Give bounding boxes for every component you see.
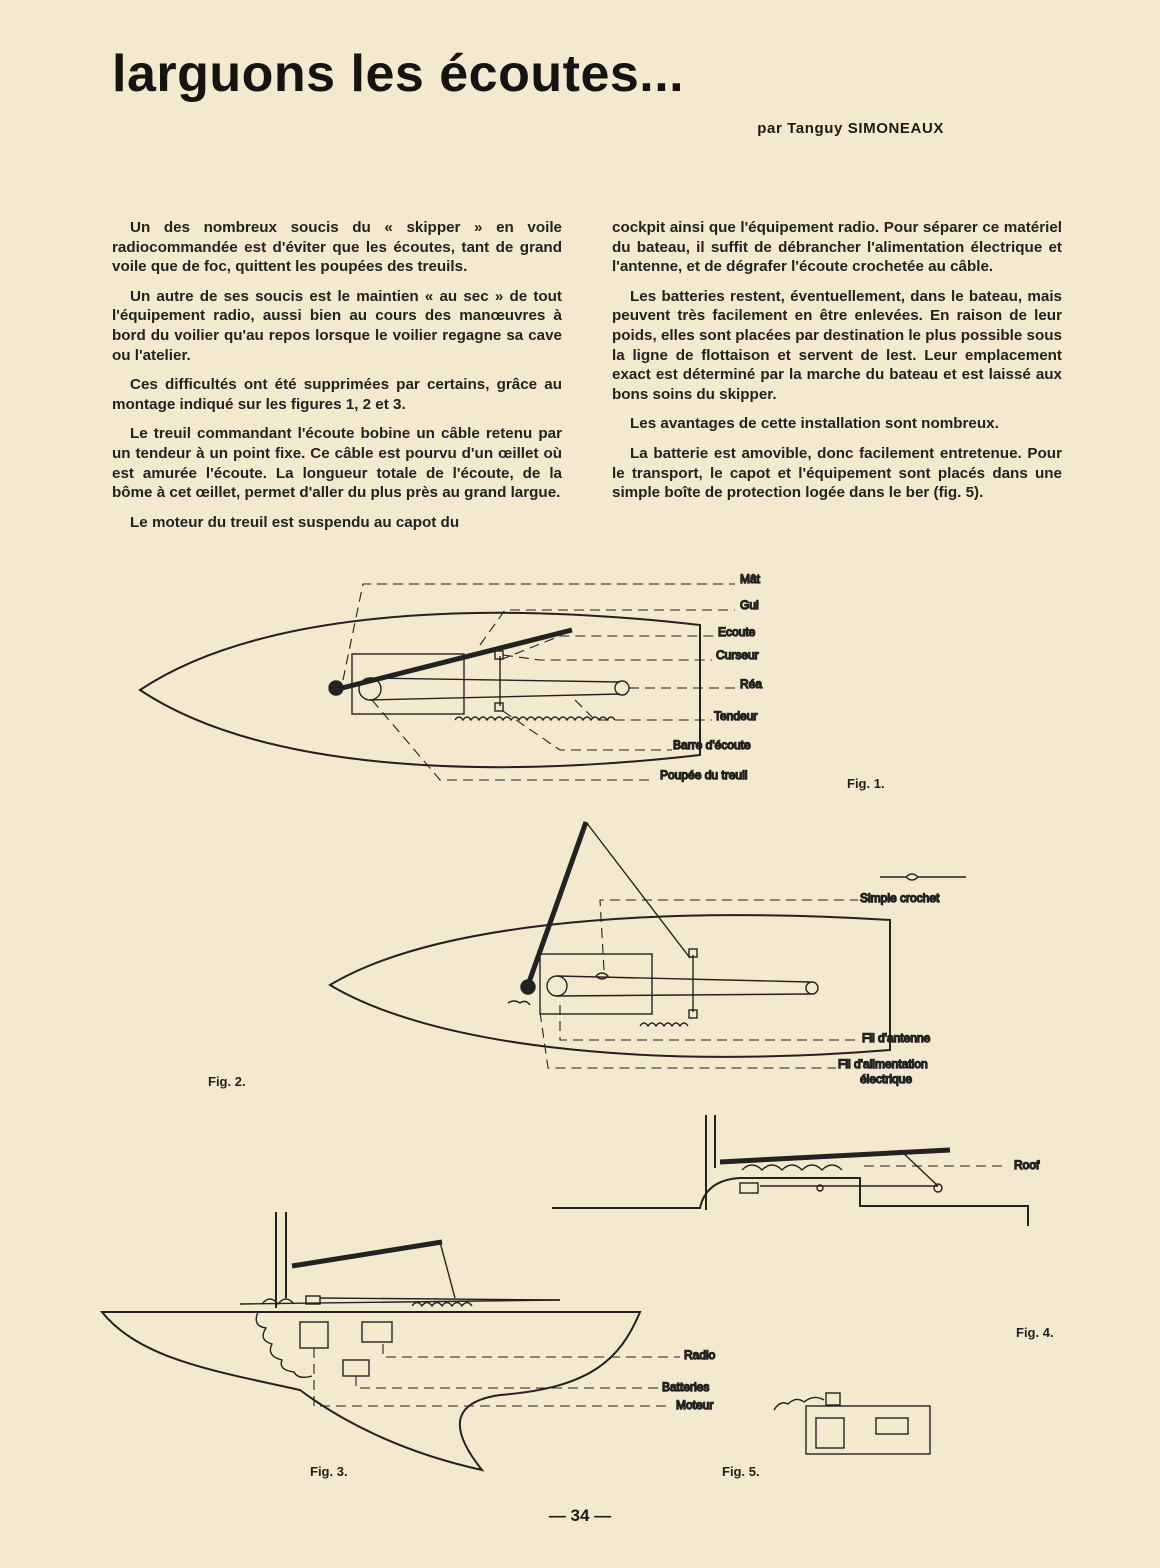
fig3-label-moteur: Moteur (676, 1398, 714, 1412)
paragraph: cockpit ainsi que l'équipement radio. Pour séparer ce matériel du bateau, il suffit de débrancher l'alimentation électrique et l'antenne, et de dégrafer l'écoute crochetée au câble. (612, 219, 1062, 276)
fig1-label-curseur: Curseur (716, 648, 759, 662)
fig4-caption: Fig. 4. (1016, 1325, 1054, 1340)
paragraph: Le treuil commandant l'écoute bobine un câble retenu par un tendeur à un point fixe. Ce câble est pourvu d'un œillet où est amurée l'écoute. La longueur totale de l'écoute, de la bôme à cet œillet, permet d'aller du plus près au grand largue. (112, 425, 562, 502)
fig3-label-radio: Radio (684, 1348, 716, 1362)
fig5-winch (826, 1393, 840, 1405)
fig4-diagram (552, 1115, 1054, 1340)
fig5-motor (816, 1418, 844, 1448)
fig4-winch (740, 1183, 758, 1193)
fig1-label-poupee: Poupée du treuil (660, 768, 748, 782)
fig3-leader (356, 1376, 660, 1388)
fig2-diagram (208, 822, 966, 1089)
fig2-pulley (806, 982, 818, 994)
fig5-caption: Fig. 5. (722, 1464, 760, 1479)
fig1-label-barre: Barre d'écoute (673, 738, 751, 752)
fig3-caption: Fig. 3. (310, 1464, 348, 1479)
paragraph: Les batteries restent, éventuellement, dans le bateau, mais peuvent très facilement en être enlevées. En raison de leur poids, elles sont placées par destination le plus possible sous la ligne de flottaison et servent de lest. Leur emplacement exact est déterminé par la marche du bateau et est laissé aux bons soins du skipper. (612, 287, 1062, 403)
fig4-label-roof: Roof (1014, 1158, 1040, 1172)
fig2-caption: Fig. 2. (208, 1074, 246, 1089)
fig3-radio (362, 1322, 392, 1342)
fig5-radio (876, 1418, 908, 1434)
fig1-caption: Fig. 1. (847, 776, 885, 791)
fig3-leader (383, 1344, 680, 1357)
fig5-protection-box (806, 1406, 930, 1454)
page-number: — 34 — (548, 1506, 612, 1525)
fig2-tensioner-spring (640, 1023, 688, 1026)
fig1-label-tendeur: Tendeur (714, 709, 758, 723)
fig2-label-fil-alimentation: Fil d'alimentation (838, 1057, 928, 1071)
fig3-hull (102, 1312, 640, 1470)
fig4-boom (720, 1150, 950, 1162)
paragraph: Un autre de ses soucis est le maintien « au sec » de tout l'équipement radio, aussi bien au cours des manœuvres à bord du voilier qu'au repos lorsque le voilier regagne sa cave ou l'atelier. (112, 287, 562, 364)
fig1-diagram (140, 572, 885, 791)
fig2-hook (596, 973, 608, 979)
fig2-cockpit (540, 954, 652, 1014)
fig1-leader (343, 584, 735, 680)
paragraph: La batterie est amovible, donc facilement entretenue. Pour le transport, le capot et l'équipement sont placés dans une simple boîte de protection logée dans le ber (fig. 5). (612, 444, 1062, 502)
fig2-mast-boom (528, 822, 586, 985)
paragraph: Les avantages de cette installation sont nombreux. (630, 415, 999, 433)
fig2-simple-crochet-icon (880, 874, 966, 880)
fig1-label-mat: Mât (740, 572, 761, 586)
fig3-batteries (343, 1360, 369, 1376)
fig2-cable (557, 976, 810, 982)
fig2-cable (557, 994, 810, 996)
fig2-label-fil-antenne: Fil d'antenne (862, 1031, 931, 1045)
fig3-diagram (102, 1212, 716, 1479)
fig5-diagram (722, 1393, 930, 1479)
fig3-label-batteries: Batteries (662, 1380, 710, 1394)
fig3-motor (300, 1322, 328, 1348)
author-prefix: par Tanguy (757, 120, 848, 137)
fig2-label-simple-crochet: Simple crochet (860, 891, 940, 905)
paragraph: Un des nombreux soucis du « skipper » en voile radiocommandée est d'éviter que les écoutes, tant de grand voile que de foc, quittent les poupées des treuils. (112, 219, 562, 276)
fig1-tensioner-spring (455, 717, 615, 720)
fig2-winch-spool (547, 976, 567, 996)
fig3-wire-coil (256, 1299, 312, 1377)
fig3-spring (412, 1303, 472, 1307)
fig4-sheet (900, 1150, 938, 1186)
fig1-label-rea: Réa (740, 677, 763, 691)
fig1-cable (370, 678, 620, 682)
fig1-label-gui: Gui (740, 598, 759, 612)
fig3-deck (240, 1300, 560, 1304)
fig2-winch-drum (521, 980, 535, 994)
fig2-leader (600, 900, 858, 970)
fig2-wire (508, 1001, 530, 1005)
fig4-coil (742, 1165, 842, 1170)
fig3-sheet (440, 1242, 455, 1298)
fig1-slider (495, 703, 503, 711)
fig4-roof (552, 1178, 1028, 1226)
fig2-label-electrique: électrique (860, 1072, 913, 1086)
author-name: SIMONEAUX (847, 120, 944, 137)
fig2-leader (560, 1005, 856, 1040)
fig3-boom (292, 1242, 442, 1266)
fig1-cable (370, 694, 620, 700)
article-title: larguons les écoutes... (112, 45, 685, 103)
fig3-cable (320, 1298, 560, 1300)
paragraph: Ces difficultés ont été supprimées par certains, grâce au montage indiqué sur les figures 1, 2 et 3. (112, 376, 562, 413)
fig1-leader (503, 655, 712, 660)
fig5-wire (774, 1397, 824, 1410)
fig1-leader (480, 610, 735, 645)
fig1-label-ecoute: Ecoute (718, 625, 756, 639)
fig1-pulley (615, 681, 629, 695)
fig1-winch-drum (329, 681, 343, 695)
paragraph: Le moteur du treuil est suspendu au capot du (130, 513, 460, 531)
fig1-slider (495, 651, 503, 659)
